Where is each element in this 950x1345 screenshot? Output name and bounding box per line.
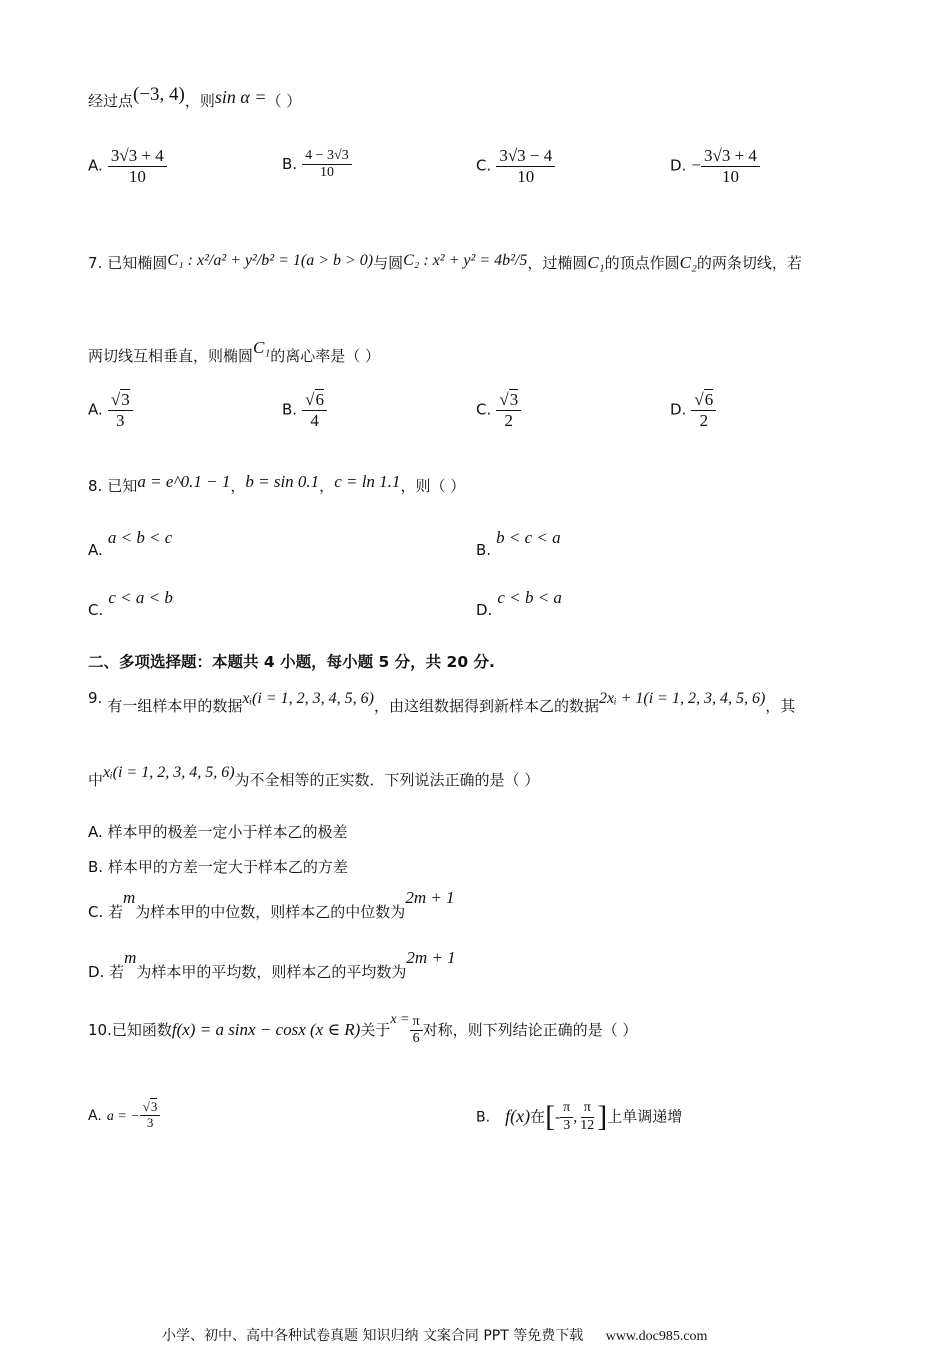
q6-option-a: A. $\frac{3√3 + 4}{10}$ xyxy=(88,146,167,186)
q6-mid: ，则 xyxy=(184,92,215,110)
q9-line1: 9. 有一组样本甲的数据xᵢ(i = 1, 2, 3, 4, 5, 6)，由这组数据得到新样本乙的数据2xᵢ + 1(i = 1, 2, 3, 4, 5, 6)，其 xyxy=(88,689,796,715)
q10-option-a: A. a = − $\frac{√3}{3}$ xyxy=(88,1100,160,1131)
q9-yi: 2xᵢ + 1(i = 1, 2, 3, 4, 5, 6) xyxy=(598,690,766,707)
q9-option-c: C. 若m为样本甲的中位数，则样本乙的中位数为2m + 1 xyxy=(88,888,455,921)
q6-b-den: 10 xyxy=(319,165,334,181)
footer xyxy=(162,1325,707,1345)
q8-c-def: c = ln 1.1 xyxy=(334,472,401,491)
q10-option-b: B. f(x)在[- $\frac{\pi}{3}$ , $\frac{\pi}{12}$ ]上单调递增 xyxy=(476,1100,683,1133)
q10-stem: 10.已知函数f(x) = a sinx − cosx (x ∈ R)关于x = $\frac{\pi}{6}$ 对称，则下列结论正确的是（ ） xyxy=(88,1012,638,1046)
section-title: 二、多项选择题：本题共 4 小题，每小题 5 分，共 20 分. xyxy=(88,653,495,671)
q8-b-def: b = sin 0.1 xyxy=(245,472,320,491)
q8-option-d: D. c < b < a xyxy=(476,588,562,619)
q8-stem: 8. 已知a = e^0.1 − 1，b = sin 0.1，c = ln 1.1，则（ ） xyxy=(88,472,466,495)
q6-c-den: 10 xyxy=(517,166,535,186)
q6-prefix: 经过点 xyxy=(88,92,134,110)
q9-option-d: D. 若m为样本甲的平均数，则样本乙的平均数为2m + 1 xyxy=(88,948,456,981)
q7-circle-equation: C₂ : x² + y² = 4b²/5 xyxy=(403,252,528,269)
q9-option-a: A. 样本甲的极差一定小于样本乙的极差 xyxy=(88,823,348,841)
q6-option-d: D. − $\frac{3√3 + 4}{10}$ xyxy=(670,146,760,186)
q6-c-num: 3√3 − 4 xyxy=(496,146,555,167)
q7-option-b: B. $\frac{√6}{4}$ xyxy=(282,390,327,430)
q7-option-a: A. $\frac{√3}{3}$ xyxy=(88,390,133,430)
footer-text: 小学、初中、高中各种试卷真题 知识归纳 文案合同 PPT 等免费下载 xyxy=(162,1328,584,1344)
q7-option-c: C. $\frac{√3}{2}$ xyxy=(476,390,521,430)
q6-expr: sin α = xyxy=(214,87,267,107)
q6-b-num: 4 − 3√3 xyxy=(302,148,352,165)
q6-d-den: 10 xyxy=(721,166,739,186)
q7-line1: 7. 已知椭圆C₁ : x²/a² + y²/b² = 1(a > b > 0)与圆C₂ : x² + y² = 4b²/5，过椭圆C₁的顶点作圆C₂的两条切线，若 xyxy=(88,252,802,272)
q9-line2: 中xᵢ(i = 1, 2, 3, 4, 5, 6)为不全相等的正实数．下列说法正确的是（ ） xyxy=(88,764,540,789)
q6-a-num: 3√3 + 4 xyxy=(108,146,167,167)
q8-option-a: A. a < b < c xyxy=(88,528,173,559)
q6-option-b: B. $\frac{4 - 3√3}{10}$ xyxy=(282,148,352,181)
q7-option-d: D. $\frac{√6}{2}$ xyxy=(670,390,716,430)
q9-option-b: B. 样本甲的方差一定大于样本乙的方差 xyxy=(88,858,348,876)
q9-xi: xᵢ(i = 1, 2, 3, 4, 5, 6) xyxy=(242,690,374,707)
q10-function: f(x) = a sinx − cosx (x ∈ R) xyxy=(171,1020,361,1039)
q6-point: (−3, 4) xyxy=(133,84,185,105)
q7-line2: 两切线互相垂直，则椭圆C₁的离心率是（ ） xyxy=(88,338,381,365)
q6-blank: （ ） xyxy=(266,92,302,110)
q7-ellipse-equation: C₁ : x²/a² + y²/b² = 1(a > b > 0) xyxy=(167,252,374,269)
q6-stem xyxy=(88,84,301,111)
footer-site-link[interactable]: www.doc985.com xyxy=(605,1329,708,1344)
q8-a-def: a = e^0.1 − 1 xyxy=(137,472,231,491)
q6-option-c: C. $\frac{3√3 - 4}{10}$ xyxy=(476,146,555,186)
q8-option-b: B. b < c < a xyxy=(476,528,561,559)
q6-d-num: 3√3 + 4 xyxy=(701,146,760,167)
q6-a-den: 10 xyxy=(128,166,146,186)
q8-option-c: C. c < a < b xyxy=(88,588,173,619)
